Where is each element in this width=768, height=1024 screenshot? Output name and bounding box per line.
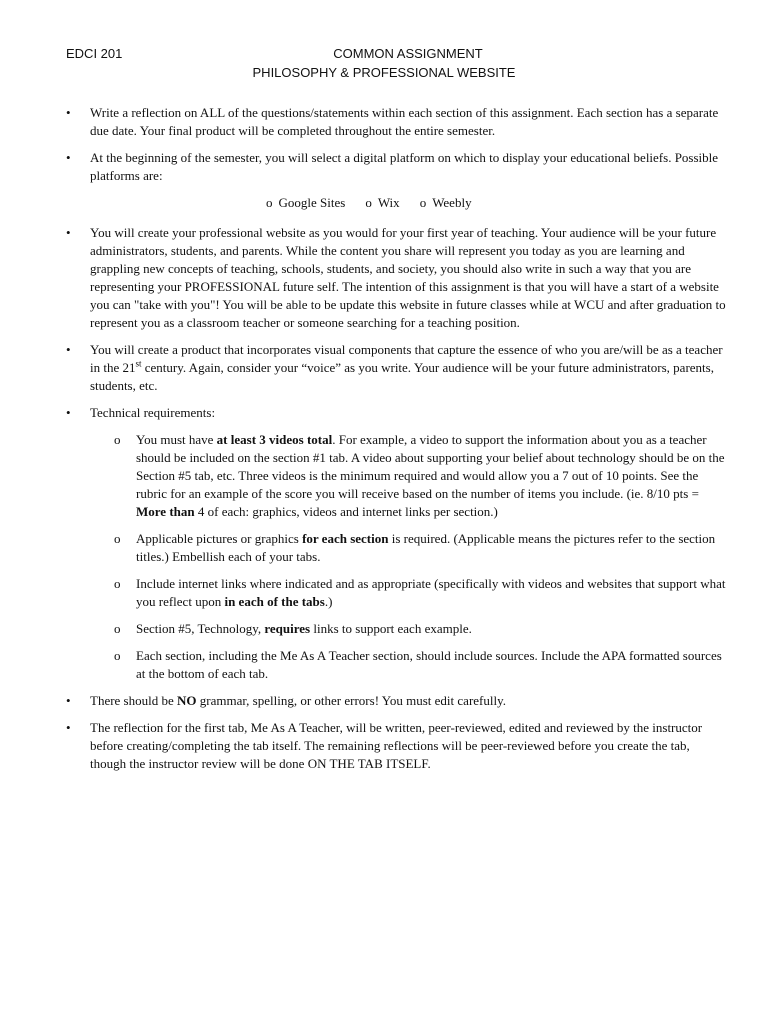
platform-google-sites: Google Sites <box>278 195 346 210</box>
document-subtitle: PHILOSOPHY & PROFESSIONAL WEBSITE <box>252 65 516 80</box>
option-marker: o <box>266 195 273 210</box>
bullet-icon: • <box>66 225 71 240</box>
bullet-no-errors: • There should be NO grammar, spelling, or other errors! You must edit carefully. <box>66 693 506 708</box>
sub-bullet-icon: o <box>114 648 121 663</box>
option-marker: o <box>419 195 427 210</box>
bullet-icon: • <box>66 405 71 420</box>
bullet-visual-components: • You will create a product that incorporates visual components that capture the essence of who you are/will be as a teacher in the 21st century. Again, consider your “voice” as you write. Your audience will be your future administrators, parents, students, etc. <box>66 342 723 393</box>
platform-weebly: Weebly <box>432 195 472 210</box>
bullet-icon: • <box>66 720 71 735</box>
course-code: EDCI 201 <box>66 46 123 61</box>
sub-bullet-icon: o <box>114 576 121 591</box>
sub-item-technology: o Section #5, Technology, requires links to support each example. <box>114 621 472 636</box>
bullet-professional-website: • You will create your professional website as you would for your first year of teaching. Your audience will be your future administrators, students, and parents. While the content you share will represent you today as you are learning and grappling new concepts of teaching, schools, students, and society, you should also write in such a way that you are representing your PROFESSIONAL future self. The intention of this assignment is that you will have a start of a website you can "take with you"! You will be able to be update this website in future classes while at WCU and after graduation to represent you as a classroom teacher or someone searching for a teaching position. <box>66 225 726 330</box>
sub-item-links: o Include internet links where indicated and as appropriate (specifically with videos and websites that support what you reflect upon in each of the tabs.) <box>114 576 726 609</box>
sub-item-videos: o You must have at least 3 videos total. For example, a video to support the information about you as a teacher should be included on the section #1 tab. A video about supporting your belief about technology should be on the Section #5 tab, etc. Three videos is the minimum required and would allow you a 7 out of 10 points. See the rubric for an example of the score you will receive based on the number of items you include. (ie. 8/10 pts = More than 4 of each: graphics, videos and internet links per section.) <box>114 432 725 519</box>
sub-bullet-icon: o <box>114 621 121 636</box>
platform-options <box>266 194 768 212</box>
assignment-body <box>0 104 768 782</box>
bullet-icon: • <box>66 342 71 357</box>
bullet-platform: • At the beginning of the semester, you will select a digital platform on which to display your educational beliefs. Possible platforms are: <box>66 150 719 183</box>
option-marker: o <box>365 195 372 210</box>
bullet-technical-requirements: • Technical requirements: <box>66 405 216 420</box>
sub-bullet-icon: o <box>114 432 121 447</box>
bullet-icon: • <box>66 693 71 708</box>
sub-item-pictures: o Applicable pictures or graphics for each section is required. (Applicable means the pictures refer to the section titles.) Embellish each of your tabs. <box>114 531 716 564</box>
sub-item-sources: o Each section, including the Me As A Teacher section, should include sources. Include the APA formatted sources at the bottom of each tab. <box>114 648 722 681</box>
document-title: COMMON ASSIGNMENT <box>333 46 483 61</box>
platform-wix: Wix <box>377 195 400 210</box>
bullet-reflection: • Write a reflection on ALL of the questions/statements within each section of this assignment. Each section has a separate due date. Your final product will be completed throughout the entire semester. <box>66 105 719 138</box>
sub-bullet-icon: o <box>114 531 121 546</box>
bullet-review-process: • The reflection for the first tab, Me As A Teacher, will be written, peer-reviewed, edited and reviewed by the instructor before creating/completing the tab itself. The remaining reflections will be peer-reviewed before you create the tab, though the instructor review will be done ON THE TAB ITSELF. <box>66 720 703 771</box>
bullet-icon: • <box>66 150 71 165</box>
bullet-icon: • <box>66 105 71 120</box>
